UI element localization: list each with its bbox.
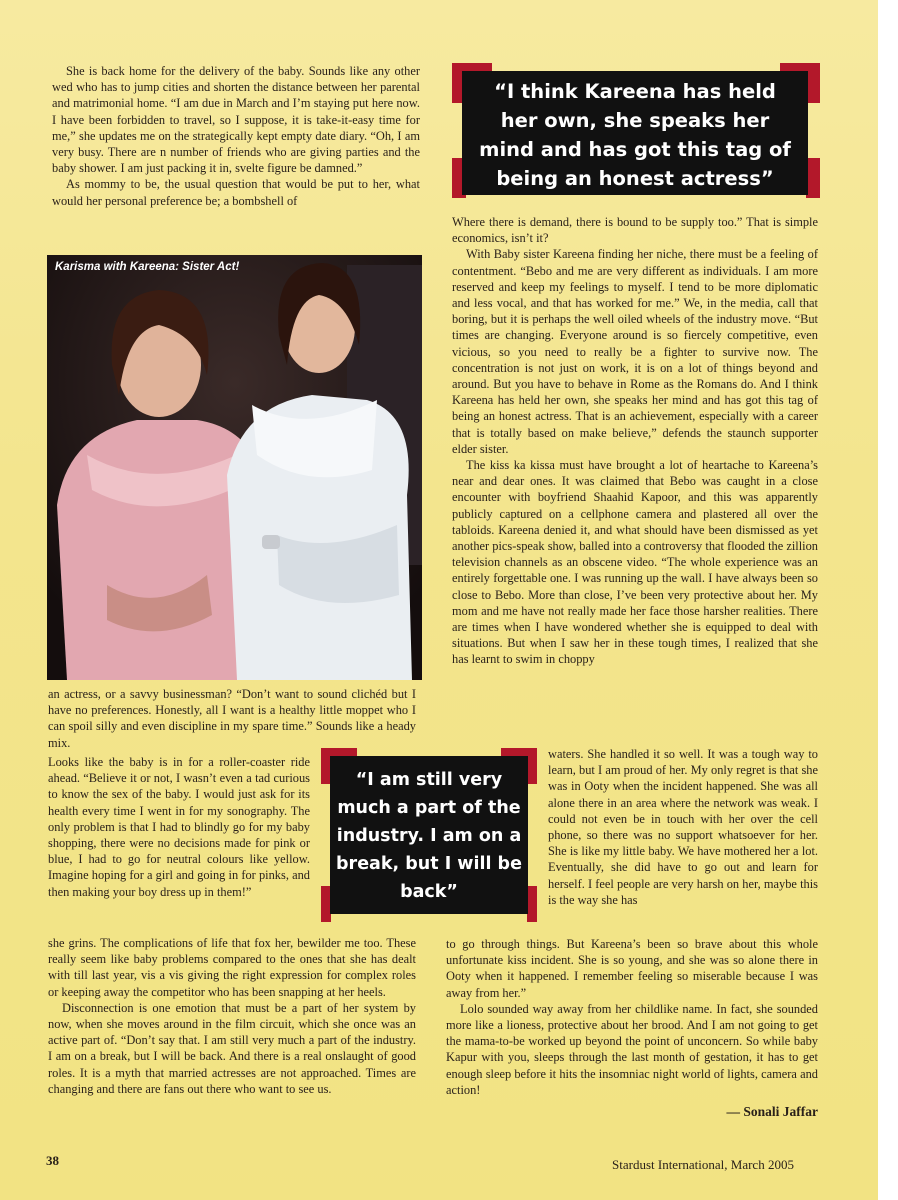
paragraph: waters. She handled it so well. It was a tough way to learn, but I am proud of her. My only regret is that she was in Ooty when the incident happened. She was all alone there in an area where the network was weak. I could not even be in touch with her over the cell phone, so there was no support whatsoever for her. She is like my little baby. We have mothered her a lot. Eventually, she did have to go out and learn for herself. I feel people are very harsh on her, maybe this is the way she has [548, 747, 818, 907]
paragraph: As mommy to be, the usual question that would be put to her, what would her personal preference be; a bombshell of [52, 177, 420, 208]
pull-quote-middle: “I am still very much a part of the industry. I am on a break, but I will be back” [330, 756, 528, 914]
quote2-corner-br [527, 886, 537, 922]
right-column-top [452, 214, 818, 668]
paragraph: With Baby sister Kareena finding her niche, there must be a feeling of contentment. “Bebo and me are very different as individuals. I am more reserved and keep my feelings to myself. I tend to be more diplomatic and less vocal, and that has worked for me.” We, in the media, call that boring, but it is perhaps the well oiled wheels of the industry move. “But times are changing. Everyone around is so fiercely competitive, even vicious, so you need to really be a fighter to survive now. The concentration is not just on work, it is on a lot of things beyond and around. But you have to behave in Rome as the Romans do. And I think Kareena has held her own, she speaks her mind and has got this tag of being an honest actress. That is an achievement, especially with a career that is totally based on make believe,” defends the staunch supporter elder sister. [452, 247, 818, 456]
paragraph: Where there is demand, there is bound to be supply too.” That is simple economics, isn’t it? [452, 215, 818, 246]
paragraph: Disconnection is one emotion that must be a part of her system by now, when she moves around in the film circuit, which she once was an active part of. “Don’t say that. I am still very much a part of the industry. I am on a break, but I will be back. And there is a real onslaught of good roles. It is a myth that married actresses are not approached. Times are changing and there are fans out there who want to see us. [48, 1000, 416, 1096]
paragraph: Lolo sounded way away from her childlike name. In fact, she sounded more like a lioness, protective about her brood. And I am not going to get the mama-to-be worked up beyond the point of unconcern. So while baby Kapur with you, sleeps through the last month of gestation, it has to get enough sleep before it hits the insomniac night world of lights, camera and action! [446, 1001, 818, 1097]
publication-footer: Stardust International, March 2005 [612, 1157, 794, 1172]
photo-caption: Karisma with Kareena: Sister Act! [55, 261, 240, 273]
pull-quote-top: “I think Kareena has held her own, she speaks her mind and has got this tag of being an honest actress” [462, 71, 808, 195]
left-column-bottom [48, 935, 416, 1097]
byline: — Sonali Jaffar [726, 1104, 818, 1120]
paragraph: Looks like the baby is in for a roller-coaster ride ahead. “Believe it or not, I wasn’t even a tad curious to know the sex of the baby. I would just ask for its health every time I went in for my sonography. The only problem is that I had to blindly go for my baby shopping, there were no decisions made for pink or blue, I had to go for neutral colours like yellow. Imagine hoping for a girl and going in for pinks, and then making your boy dress up in them!” [48, 755, 310, 899]
right-column-wrap [548, 746, 818, 908]
left-column-wrap [48, 754, 310, 900]
paragraph: The kiss ka kissa must have brought a lot of heartache to Kareena’s near and dear ones. It was claimed that Bebo was caught in a close encounter with boyfriend Shaahid Kapoor, and this was apparently publicly captured on a cellphone camera and plastered all over the tabloids. Kareena denied it, and what should have been dismissed as yet another pics-speak show, balled into a controversy that flooded the zillion television channels as an obscene video. “The whole experience was an entirely forgettable one. I was running up the wall. I have always been so close to Bebo. More than close, I’ve been very protective about her. My mom and me have not really made her face those harsher realities. There are times when I have wondered whether she is equipped to deal with situations. But when I saw her in these tough times, I realized that she has learnt to swim in choppy [452, 458, 818, 667]
paragraph: to go through things. But Kareena’s been so brave about this whole unfortunate kiss incident. She is so young, and she was so alone there in Ooty when it happened. I remember feeling so miserable because I was away from her.” [446, 937, 818, 1000]
paragraph: She is back home for the delivery of the baby. Sounds like any other wed who has to jump cities and shorten the distance between her parental and matrimonial home. “I am due in March and I’m staying put here now. I have been forbidden to travel, so I suppose, it is take-it-easy time for me,” she updates me on the strategically kept empty date diary. “Oh, I am very busy. There are n number of friends who are giving parties and the baby shower. I am just packing it in, svelte figure be damned.” [52, 64, 420, 176]
left-column-top [52, 63, 420, 209]
quote-corner-br [806, 158, 820, 198]
photo-karisma-kareena [47, 255, 422, 680]
paragraph: an actress, or a savvy businessman? “Don’t want to sound clichéd but I have no preferences. Honestly, all I want is a healthy little moppet who I can spoil silly and even discipline in my spare time.” Sounds like a heady mix. [48, 687, 416, 750]
left-column-middle [48, 686, 416, 751]
quote2-corner-tr-v [527, 748, 537, 784]
paragraph: she grins. The complications of life that fox her, bewilder me too. These really seem like baby problems compared to the ones that she has dealt with till last year, vis a vis giving the right expression for complex roles or keeping away the competitor who has been snapping at her heels. [48, 936, 416, 999]
right-column-bottom [446, 936, 818, 1120]
photo-illustration [47, 255, 422, 680]
page-edge [878, 0, 898, 1200]
page-number: 38 [46, 1153, 59, 1168]
